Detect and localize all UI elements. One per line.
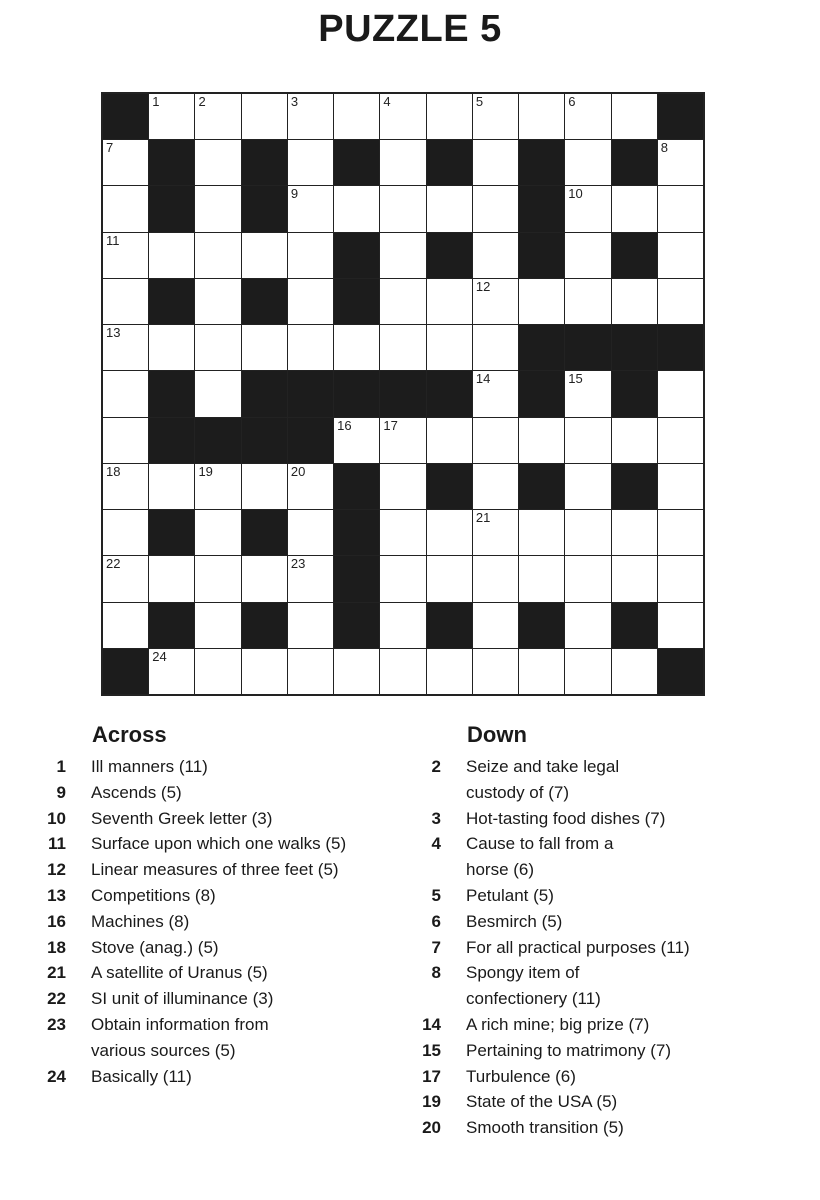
answer-cell[interactable]	[427, 510, 472, 555]
clue-text: Basically (11)	[91, 1066, 192, 1086]
clue-number: 23	[290, 556, 306, 572]
clue-text: A satellite of Uranus (5)	[91, 963, 268, 983]
answer-cell[interactable]	[473, 603, 518, 648]
clue-number: 10	[568, 186, 583, 202]
clue-text: Petulant (5)	[466, 885, 554, 905]
across-clue	[40, 935, 420, 961]
answer-cell[interactable]	[288, 603, 333, 648]
answer-cell[interactable]	[103, 325, 148, 370]
clue-number: 12	[475, 278, 491, 294]
black-square	[427, 140, 472, 185]
clue-text: various sources (5)	[91, 1040, 236, 1060]
clue-number: 7	[106, 140, 114, 156]
answer-cell[interactable]	[195, 649, 240, 694]
answer-cell[interactable]	[195, 233, 240, 278]
answer-cell[interactable]	[658, 603, 703, 648]
answer-cell[interactable]	[380, 140, 425, 185]
clue-text: Obtain information from	[91, 1014, 269, 1034]
answer-cell[interactable]	[380, 603, 425, 648]
answer-cell[interactable]	[149, 325, 194, 370]
answer-cell[interactable]	[519, 556, 564, 601]
black-square	[380, 371, 425, 416]
black-square	[519, 140, 564, 185]
black-square	[103, 649, 148, 694]
clue-text: Stove (anag.) (5)	[91, 937, 219, 957]
clue-number: 9	[290, 186, 299, 202]
black-square	[242, 140, 287, 185]
clue-text: For all practical purposes (11)	[466, 937, 690, 957]
across-clue	[40, 960, 420, 986]
clue-num: 20	[422, 1118, 441, 1138]
black-square	[195, 418, 240, 463]
black-square	[519, 325, 564, 370]
answer-cell[interactable]	[195, 371, 240, 416]
down-clue	[415, 780, 795, 806]
answer-cell[interactable]	[380, 279, 425, 324]
answer-cell[interactable]	[195, 556, 240, 601]
answer-cell[interactable]	[334, 649, 379, 694]
black-square	[149, 510, 194, 555]
answer-cell[interactable]	[427, 94, 472, 139]
clue-number: 1	[152, 94, 160, 109]
answer-cell[interactable]	[380, 94, 425, 139]
page-title: PUZZLE 5	[318, 8, 502, 50]
clue-number: 21	[475, 510, 491, 526]
answer-cell[interactable]	[242, 556, 287, 601]
answer-cell[interactable]	[565, 464, 610, 509]
clue-text: Competitions (8)	[91, 885, 216, 905]
answer-cell[interactable]	[473, 556, 518, 601]
clue-num: 18	[47, 937, 66, 957]
down-heading: Down	[467, 722, 527, 747]
across-clue	[40, 1038, 420, 1064]
clue-num: 19	[422, 1092, 441, 1112]
black-square	[519, 464, 564, 509]
answer-cell[interactable]	[473, 325, 518, 370]
clue-number: 18	[106, 463, 121, 479]
answer-cell[interactable]	[612, 556, 657, 601]
answer-cell[interactable]	[565, 510, 610, 555]
clue-num: 11	[48, 834, 66, 854]
black-square	[334, 279, 379, 324]
answer-cell[interactable]	[473, 371, 518, 416]
answer-cell[interactable]	[612, 279, 657, 324]
answer-cell[interactable]	[658, 186, 703, 231]
answer-cell[interactable]	[288, 279, 333, 324]
down-clue	[415, 806, 795, 832]
black-square	[427, 464, 472, 509]
clue-num: 17	[422, 1066, 441, 1086]
black-square	[519, 186, 564, 231]
black-square	[612, 371, 657, 416]
answer-cell[interactable]	[380, 325, 425, 370]
black-square	[612, 603, 657, 648]
down-clue	[415, 935, 795, 961]
answer-cell[interactable]	[288, 325, 333, 370]
clue-text: Ill manners (11)	[91, 757, 208, 776]
black-square	[427, 233, 472, 278]
black-square	[658, 325, 703, 370]
answer-cell[interactable]	[473, 464, 518, 509]
down-clue	[415, 1064, 795, 1090]
answer-cell[interactable]	[565, 649, 610, 694]
answer-cell[interactable]	[519, 510, 564, 555]
answer-cell[interactable]	[473, 510, 518, 555]
black-square	[565, 325, 610, 370]
down-clue	[415, 960, 795, 986]
clue-text: Linear measures of three feet (5)	[91, 860, 339, 880]
clue-num: 1	[56, 757, 66, 776]
answer-cell[interactable]	[565, 556, 610, 601]
clue-text: Seize and take legal	[466, 757, 620, 776]
answer-cell[interactable]	[380, 464, 425, 509]
clue-num: 12	[47, 860, 66, 880]
clue-number: 5	[475, 94, 484, 109]
black-square	[519, 603, 564, 648]
clue-num: 7	[431, 937, 441, 957]
answer-cell[interactable]	[195, 325, 240, 370]
answer-cell[interactable]	[288, 556, 333, 601]
clue-text: Besmirch (5)	[466, 911, 563, 931]
clue-num: 6	[431, 911, 441, 931]
across-clue	[40, 780, 420, 806]
across-clue	[40, 754, 420, 780]
answer-cell[interactable]	[565, 603, 610, 648]
answer-cell[interactable]	[380, 186, 425, 231]
clue-number: 20	[290, 463, 306, 479]
black-square	[427, 603, 472, 648]
clue-num: 21	[47, 963, 66, 983]
answer-cell[interactable]	[334, 418, 379, 463]
answer-cell[interactable]	[103, 464, 148, 509]
clue-number: 19	[198, 463, 213, 479]
answer-cell[interactable]	[149, 94, 194, 139]
answer-cell[interactable]	[288, 649, 333, 694]
answer-cell[interactable]	[195, 94, 240, 139]
black-square	[288, 371, 333, 416]
black-square	[519, 233, 564, 278]
answer-cell[interactable]	[103, 186, 148, 231]
clue-num: 15	[422, 1040, 441, 1060]
clue-number: 24	[152, 648, 167, 664]
across-heading: Across	[92, 722, 167, 747]
black-square	[334, 464, 379, 509]
down-clue	[415, 1038, 795, 1064]
answer-cell[interactable]	[380, 233, 425, 278]
answer-cell[interactable]	[473, 418, 518, 463]
clue-number: 22	[106, 556, 121, 572]
answer-cell[interactable]	[612, 94, 657, 139]
down-clue	[415, 1115, 795, 1141]
answer-cell[interactable]	[380, 649, 425, 694]
black-square	[334, 556, 379, 601]
across-clue-list	[40, 754, 420, 1089]
answer-cell[interactable]	[195, 279, 240, 324]
black-square	[242, 418, 287, 463]
answer-cell[interactable]	[565, 279, 610, 324]
clue-number: 15	[568, 371, 583, 387]
clue-number: 6	[568, 94, 576, 109]
answer-cell[interactable]	[658, 556, 703, 601]
answer-cell[interactable]	[658, 464, 703, 509]
answer-cell[interactable]	[242, 325, 287, 370]
clue-text: Surface upon which one walks (5)	[91, 834, 347, 854]
down-clue	[415, 1012, 795, 1038]
black-square	[149, 186, 194, 231]
black-square	[242, 510, 287, 555]
answer-cell[interactable]	[612, 510, 657, 555]
answer-cell[interactable]	[427, 186, 472, 231]
clue-num: 9	[56, 782, 66, 802]
answer-cell[interactable]	[473, 233, 518, 278]
clue-text: confectionery (11)	[466, 989, 601, 1009]
clue-text: Cause to fall from a	[466, 834, 614, 854]
down-clue	[415, 857, 795, 883]
clue-text: Turbulence (6)	[466, 1066, 576, 1086]
answer-cell[interactable]	[565, 371, 610, 416]
answer-cell[interactable]	[612, 186, 657, 231]
answer-cell[interactable]	[195, 603, 240, 648]
clue-number: 11	[106, 232, 120, 248]
answer-cell[interactable]	[565, 418, 610, 463]
clue-text: Hot-tasting food dishes (7)	[466, 808, 666, 828]
answer-cell[interactable]	[473, 186, 518, 231]
black-square	[334, 510, 379, 555]
black-square	[288, 418, 333, 463]
black-square	[612, 325, 657, 370]
clue-text: Spongy item of	[466, 963, 580, 983]
black-square	[242, 186, 287, 231]
answer-cell[interactable]	[658, 510, 703, 555]
clue-text: Ascends (5)	[91, 782, 182, 802]
answer-cell[interactable]	[149, 464, 194, 509]
black-square	[242, 603, 287, 648]
across-clue	[40, 986, 420, 1012]
down-clue-list	[415, 754, 795, 1141]
clue-number: 16	[337, 417, 352, 433]
answer-cell[interactable]	[519, 94, 564, 139]
answer-cell[interactable]	[242, 233, 287, 278]
across-clue	[40, 1012, 420, 1038]
across-clue	[40, 857, 420, 883]
clue-number: 2	[198, 94, 206, 109]
answer-cell[interactable]	[658, 233, 703, 278]
black-square	[658, 649, 703, 694]
answer-cell[interactable]	[288, 94, 333, 139]
answer-cell[interactable]	[380, 418, 425, 463]
answer-cell[interactable]	[242, 649, 287, 694]
answer-cell[interactable]	[103, 556, 148, 601]
answer-cell[interactable]	[334, 325, 379, 370]
down-clue	[415, 883, 795, 909]
clue-num: 23	[47, 1014, 66, 1034]
answer-cell[interactable]	[195, 510, 240, 555]
answer-cell[interactable]	[658, 140, 703, 185]
answer-cell[interactable]	[565, 94, 610, 139]
across-clue	[40, 909, 420, 935]
clue-text: SI unit of illuminance (3)	[91, 989, 274, 1009]
clue-num: 5	[431, 885, 441, 905]
down-clues	[415, 722, 795, 1141]
across-clues	[40, 722, 420, 1089]
clue-number: 17	[383, 417, 398, 433]
clue-text: State of the USA (5)	[466, 1092, 618, 1112]
down-clue	[415, 986, 795, 1012]
clue-text: Machines (8)	[91, 911, 190, 931]
answer-cell[interactable]	[149, 233, 194, 278]
clue-num: 16	[47, 911, 66, 931]
black-square	[149, 418, 194, 463]
answer-cell[interactable]	[565, 186, 610, 231]
black-square	[149, 371, 194, 416]
clue-num: 22	[47, 989, 66, 1009]
answer-cell[interactable]	[103, 279, 148, 324]
answer-cell[interactable]	[334, 186, 379, 231]
answer-cell[interactable]	[334, 94, 379, 139]
answer-cell[interactable]	[565, 140, 610, 185]
black-square	[612, 140, 657, 185]
answer-cell[interactable]	[288, 233, 333, 278]
black-square	[149, 603, 194, 648]
black-square	[612, 233, 657, 278]
black-square	[334, 233, 379, 278]
answer-cell[interactable]	[103, 233, 148, 278]
clue-text: horse (6)	[466, 860, 535, 880]
black-square	[149, 140, 194, 185]
answer-cell[interactable]	[658, 418, 703, 463]
clue-number: 13	[106, 325, 121, 341]
answer-cell[interactable]	[473, 140, 518, 185]
answer-cell[interactable]	[195, 464, 240, 509]
black-square	[149, 279, 194, 324]
answer-cell[interactable]	[380, 556, 425, 601]
answer-cell[interactable]	[473, 94, 518, 139]
answer-cell[interactable]	[473, 649, 518, 694]
across-clue	[40, 883, 420, 909]
answer-cell[interactable]	[427, 325, 472, 370]
clue-num: 8	[431, 963, 441, 983]
answer-cell[interactable]	[612, 418, 657, 463]
answer-cell[interactable]	[519, 649, 564, 694]
down-clue	[415, 754, 795, 780]
answer-cell[interactable]	[519, 279, 564, 324]
down-clue	[415, 909, 795, 935]
answer-cell[interactable]	[242, 94, 287, 139]
answer-cell[interactable]	[242, 464, 287, 509]
answer-cell[interactable]	[427, 418, 472, 463]
answer-cell[interactable]	[103, 140, 148, 185]
answer-cell[interactable]	[380, 510, 425, 555]
answer-cell[interactable]	[149, 649, 194, 694]
answer-cell[interactable]	[565, 233, 610, 278]
answer-cell[interactable]	[195, 140, 240, 185]
answer-cell[interactable]	[103, 603, 148, 648]
answer-cell[interactable]	[427, 556, 472, 601]
clue-num: 13	[47, 885, 66, 905]
answer-cell[interactable]	[519, 418, 564, 463]
clue-number: 4	[383, 94, 391, 109]
answer-cell[interactable]	[658, 371, 703, 416]
black-square	[334, 371, 379, 416]
answer-cell[interactable]	[427, 649, 472, 694]
answer-cell[interactable]	[103, 371, 148, 416]
across-clue	[40, 831, 420, 857]
across-clue	[40, 806, 420, 832]
clue-number: 14	[475, 371, 491, 387]
answer-cell[interactable]	[427, 279, 472, 324]
down-clue	[415, 831, 795, 857]
clue-number: 8	[660, 140, 668, 156]
answer-cell[interactable]	[103, 510, 148, 555]
clue-num: 10	[47, 808, 66, 828]
clue-text: Pertaining to matrimony (7)	[466, 1040, 672, 1060]
black-square	[658, 94, 703, 139]
answer-cell[interactable]	[288, 186, 333, 231]
clue-num: 14	[422, 1014, 441, 1034]
crossword-grid	[101, 92, 705, 696]
answer-cell[interactable]	[149, 556, 194, 601]
answer-cell[interactable]	[473, 279, 518, 324]
black-square	[242, 279, 287, 324]
clue-number: 3	[290, 94, 299, 109]
black-square	[334, 140, 379, 185]
down-clue	[415, 1089, 795, 1115]
answer-cell[interactable]	[103, 418, 148, 463]
clue-num: 4	[431, 834, 441, 854]
clue-num: 24	[47, 1066, 66, 1086]
answer-cell[interactable]	[288, 464, 333, 509]
clue-text: Smooth transition (5)	[466, 1118, 624, 1138]
black-square	[242, 371, 287, 416]
black-square	[612, 464, 657, 509]
clue-num: 2	[431, 757, 441, 776]
clue-text: custody of (7)	[466, 782, 569, 802]
clue-text: Seventh Greek letter (3)	[91, 808, 273, 828]
clue-num: 3	[431, 808, 441, 828]
answer-cell[interactable]	[195, 186, 240, 231]
across-clue	[40, 1064, 420, 1090]
answer-cell[interactable]	[288, 140, 333, 185]
clue-text: A rich mine; big prize (7)	[466, 1014, 650, 1034]
black-square	[427, 371, 472, 416]
answer-cell[interactable]	[612, 649, 657, 694]
black-square	[334, 603, 379, 648]
black-square	[519, 371, 564, 416]
black-square	[103, 94, 148, 139]
answer-cell[interactable]	[288, 510, 333, 555]
answer-cell[interactable]	[658, 279, 703, 324]
